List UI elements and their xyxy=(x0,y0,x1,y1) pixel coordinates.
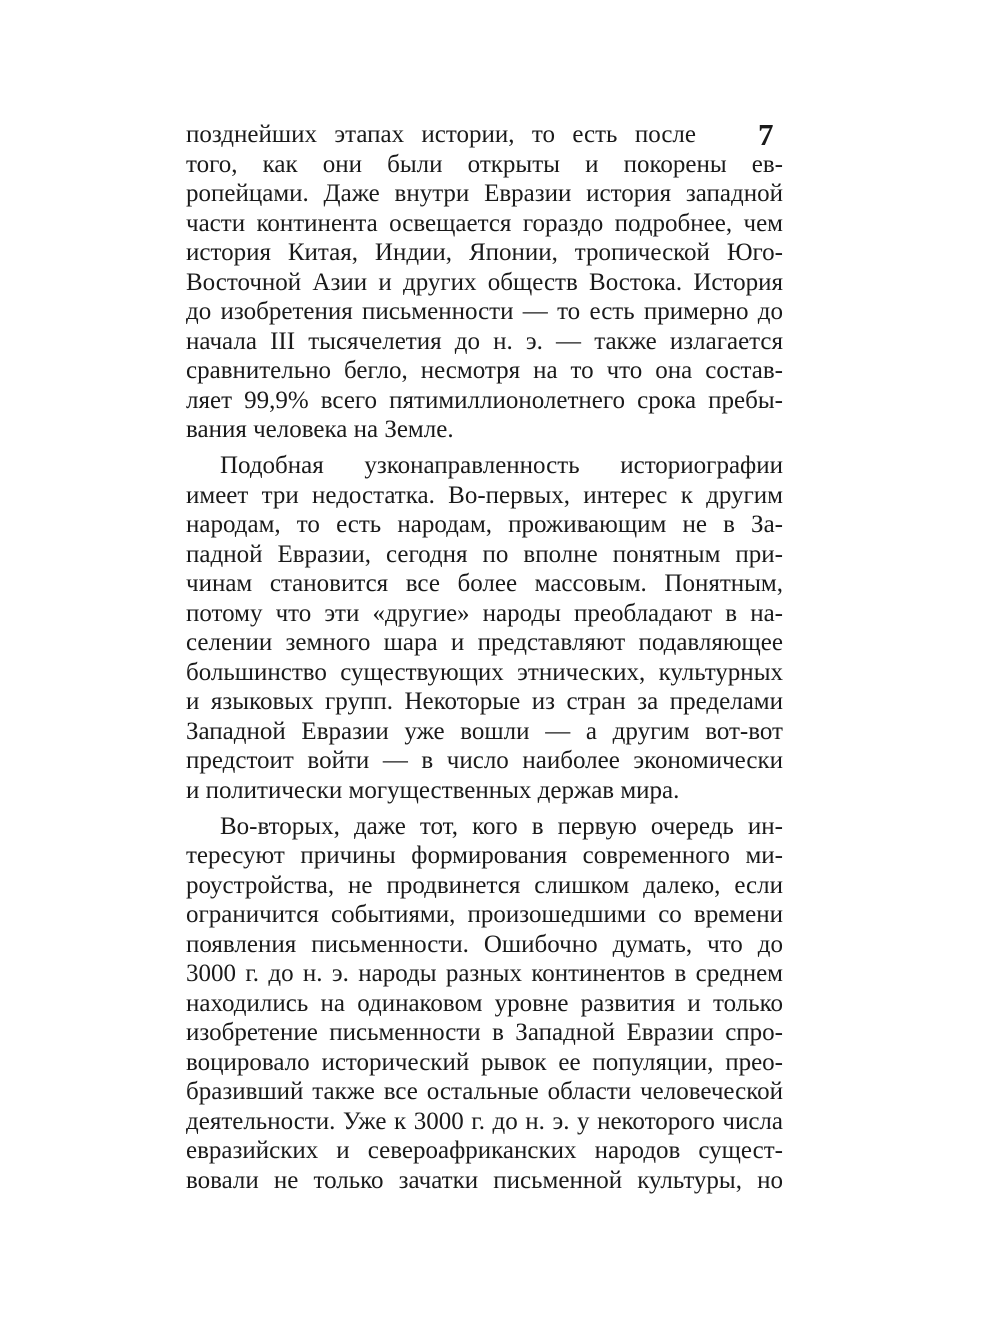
text-line: позднейших этапах истории, то есть после xyxy=(186,121,696,148)
text-line: появления письменности. Ошибочно думать, что до xyxy=(186,930,783,958)
text-line: селении земного шара и представляют подавляющее xyxy=(186,629,783,656)
text-line: начала III тысячелетия до н. э. — также излагается xyxy=(186,327,783,355)
text-line: сравнительно бегло, несмотря на то что она состав- xyxy=(186,357,783,384)
text-line: потому что эти «другие» народы преобладают в на- xyxy=(186,599,783,627)
text-line: народам, то есть народам, проживающим не в За- xyxy=(186,511,783,538)
text-line: и политически могущественных держав мира. xyxy=(186,776,680,804)
text-line: того, как они были открыты и покорены ев- xyxy=(186,150,783,178)
text-line: деятельности. Уже к 3000 г. до н. э. у некоторого числа xyxy=(186,1107,783,1135)
text-line: Во-вторых, даже тот, кого в первую очередь ин- xyxy=(220,812,783,840)
body-text xyxy=(186,120,783,1195)
text-line: чинам становится все более массовым. Понятным, xyxy=(186,570,783,597)
text-line: ропейцами. Даже внутри Евразии история западной xyxy=(186,180,783,207)
text-line: ограничится событиями, произошедшими со времени xyxy=(186,901,783,928)
text-line: Западной Евразии уже вошли — а другим вот-вот xyxy=(186,717,783,745)
text-line: большинство существующих этнических, культурных xyxy=(186,658,783,686)
text-line: ляет 99,9% всего пятимиллионолетнего срока пребы- xyxy=(186,386,783,414)
text-line: роустройства, не продвинется слишком далеко, если xyxy=(186,871,783,899)
text-line: до изобретения письменности — то есть примерно до xyxy=(186,298,783,325)
text-line: части континента освещается гораздо подробнее, чем xyxy=(186,209,783,237)
text-line: воцировало исторический рывок ее популяции, прео- xyxy=(186,1048,783,1076)
paragraph xyxy=(186,120,783,445)
text-line: Восточной Азии и других обществ Востока. История xyxy=(186,268,783,296)
page-number: 7 xyxy=(758,117,774,152)
paragraph xyxy=(186,812,783,1196)
text-line: имеет три недостатка. Во-первых, интерес к другим xyxy=(186,481,783,509)
text-line: евразийских и североафриканских народов сущест- xyxy=(186,1137,783,1164)
text-line: предстоит войти — в число наиболее экономически xyxy=(186,747,783,774)
text-line: падной Евразии, сегодня по вполне понятным при- xyxy=(186,540,783,568)
text-line: и языковых групп. Некоторые из стран за пределами xyxy=(186,688,783,715)
text-line: тересуют причины формирования современного ми- xyxy=(186,842,783,869)
text-line: находились на одинаковом уровне развития и только xyxy=(186,989,783,1017)
text-line: 3000 г. до н. э. народы разных континентов в среднем xyxy=(186,960,783,987)
paragraph xyxy=(186,451,783,805)
text-line: вания человека на Земле. xyxy=(186,416,454,443)
text-line: история Китая, Индии, Японии, тропической Юго- xyxy=(186,239,783,266)
text-line: Подобная узконаправленность историографии xyxy=(220,452,783,479)
text-line: бразивший также все остальные области человеческой xyxy=(186,1078,783,1105)
text-line: вовали не только зачатки письменной культуры, но xyxy=(186,1166,783,1194)
text-line: изобретение письменности в Западной Евразии спро- xyxy=(186,1019,783,1046)
